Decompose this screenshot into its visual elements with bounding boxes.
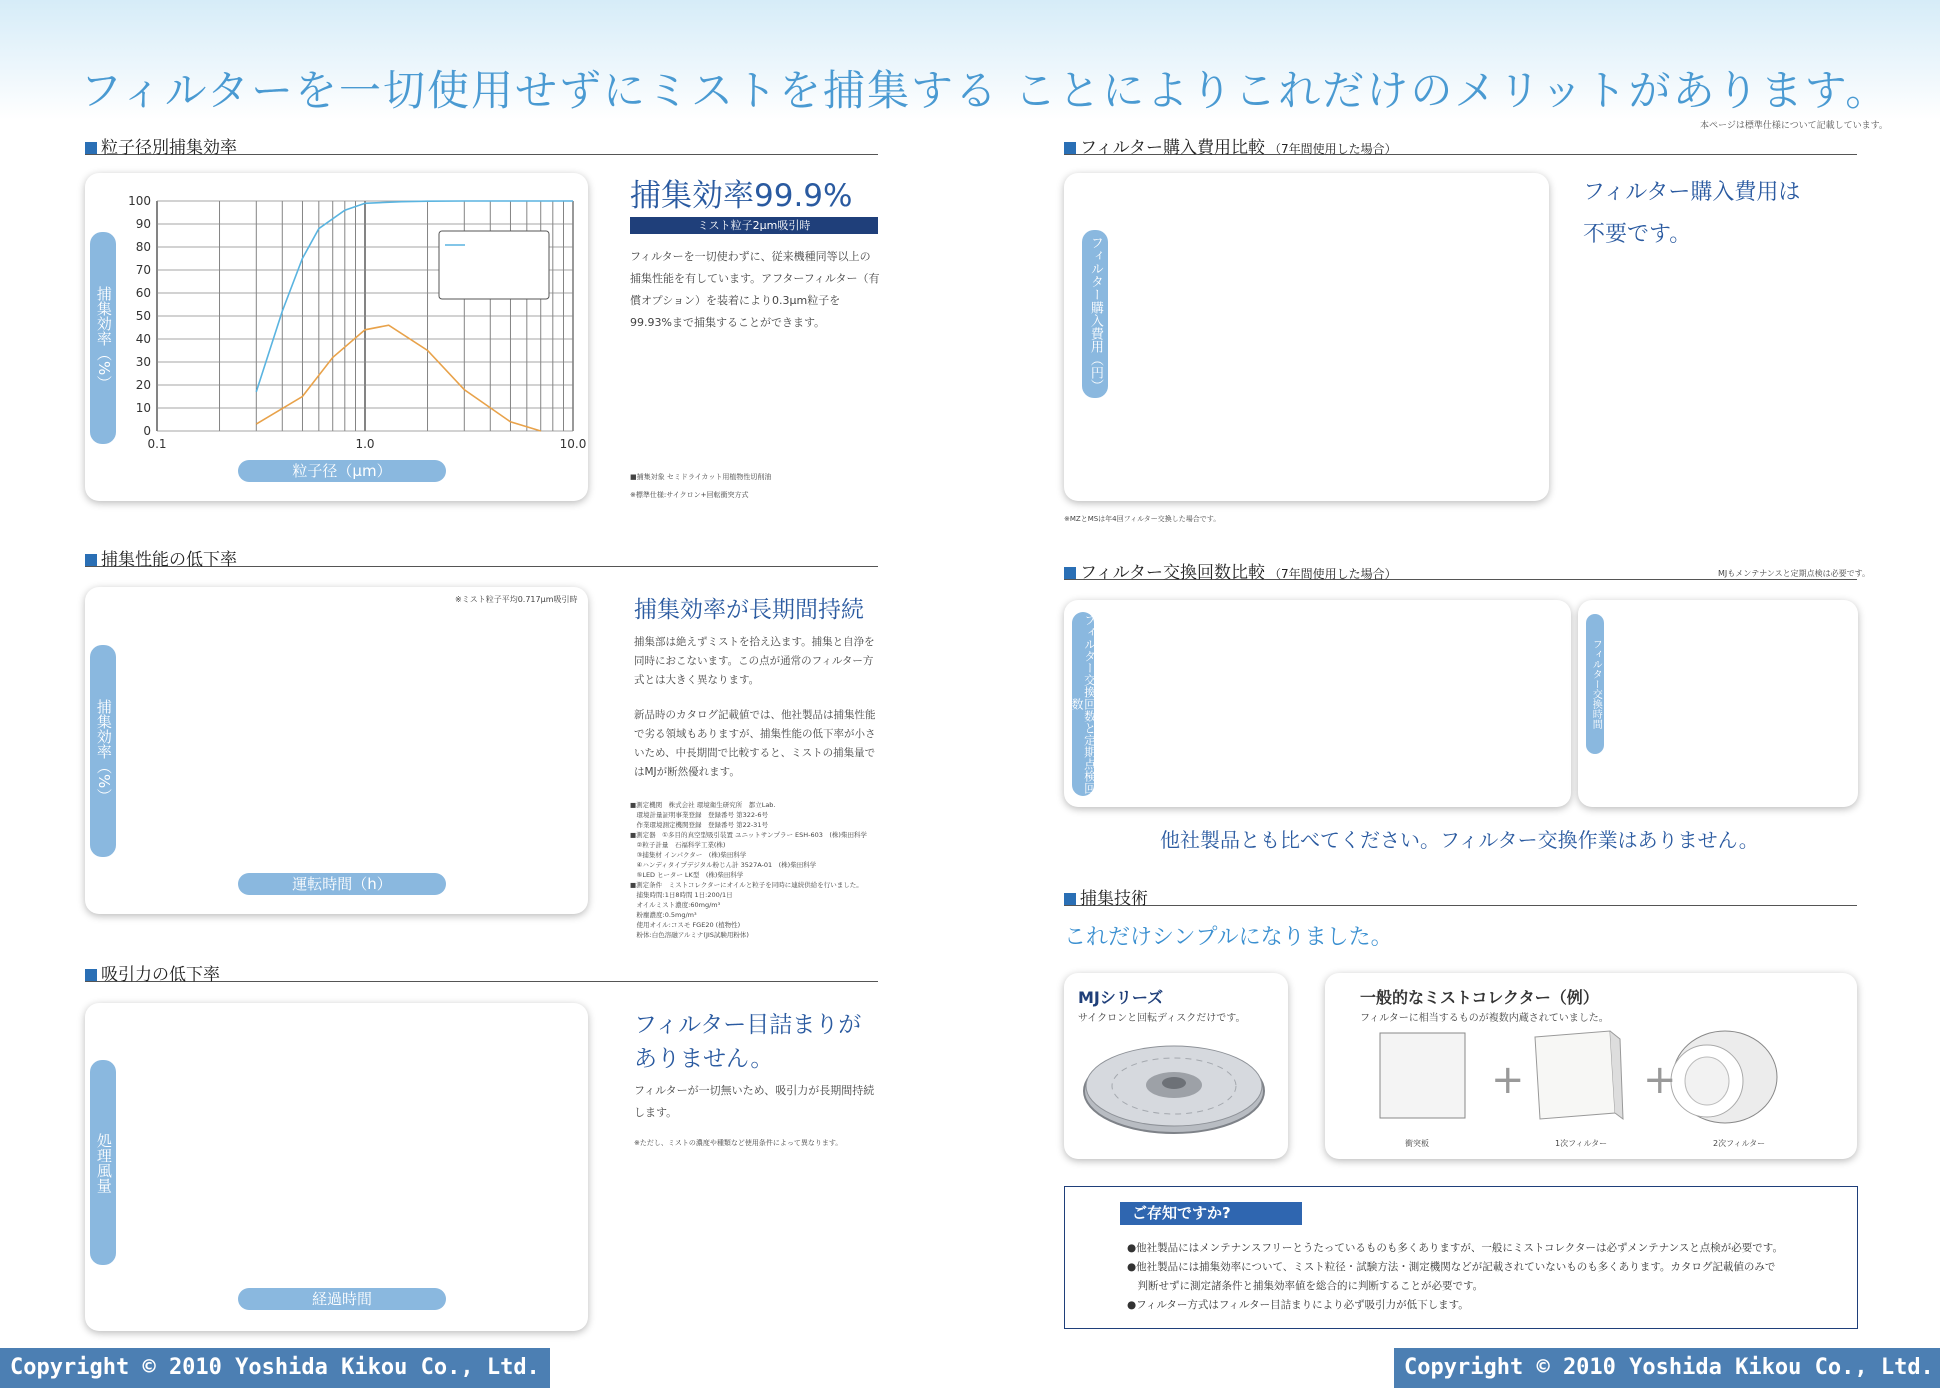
y-axis-label: 処理風量 <box>94 1132 113 1193</box>
baffle-plate-image <box>1380 1033 1465 1118</box>
y-axis-label: 捕集効率（%） <box>94 285 113 391</box>
square-bullet-icon <box>1064 567 1076 579</box>
spec-line: ⑤LED ヒーター LK型 (株)柴田科学 <box>630 871 744 879</box>
y-axis-label-pill <box>90 645 116 857</box>
compare-caption: 他社製品とも比べてください。フィルター交換作業はありません。 <box>1160 828 1759 852</box>
exchange-timeline-card <box>1064 600 1571 807</box>
y-tick-label: 100 <box>128 194 151 208</box>
x-axis-label-pill: 粒子径（μm） <box>238 460 446 482</box>
cost-headline-1: フィルター購入費用は <box>1583 180 1801 205</box>
performance-decline-chart-card <box>85 587 588 914</box>
page-title: フィルターを一切使用せずにミストを捕集する ことによりこれだけのメリットがあります。 <box>80 66 1890 115</box>
faq-lines <box>1127 1239 1783 1315</box>
measurement-specs <box>630 800 890 940</box>
suction-note: ※ただし、ミストの濃度や種類など使用条件によって異なります。 <box>634 1139 843 1147</box>
y-axis-label-pill <box>90 1060 116 1265</box>
secondary-filter-image <box>1671 1031 1777 1123</box>
spec-line: 環境計量証明事業登録 登録番号 第322-6号 <box>630 811 768 819</box>
square-bullet-icon <box>85 554 97 566</box>
page-note: 本ページは標準仕様について記載しています。 <box>1700 121 1888 131</box>
simple-headline: これだけシンプルになりました。 <box>1064 925 1393 950</box>
exchange-note: MJもメンテナンスと定期点検は必要です。 <box>1718 569 1870 578</box>
spec-line: ③捕集材 インパクター (株)柴田科学 <box>630 851 747 859</box>
y-axis-label: フィルター交換時間 <box>1590 639 1602 729</box>
mj-series-desc: サイクロンと回転ディスクだけです。 <box>1078 1013 1246 1024</box>
long-term-body-1: 捕集部は絶えずミストを拾え込ます。捕集と自浄を同時におこないます。この点が通常のフィルター方式とは大きく異なります。 <box>634 636 875 686</box>
timeline-label: フィルター交換回数と定期点検回数 <box>1070 614 1097 794</box>
filter-cost-chart-card <box>1064 173 1549 501</box>
efficiency-subhead: ミスト粒子2μm吸引時 <box>630 217 878 234</box>
faq-line: ●他社製品には捕集効率について、ミスト粒径・試験方法・測定機関などが記載されていないものも多くあります。カタログ記載値のみで <box>1127 1261 1776 1273</box>
faq-line: ●フィルター方式はフィルター目詰まりにより必ず吸引力が低下します。 <box>1127 1299 1469 1311</box>
spec-line: 作業環境測定機関登録 登録番号 第22-31号 <box>630 821 768 829</box>
efficiency-note-1: ■捕集対象 セミドライカット用植物性切削油 <box>630 473 772 481</box>
y-tick-label: 30 <box>135 355 151 369</box>
long-term-body-2: 新品時のカタログ記載値では、他社製品は捕集性能で劣る領域もありますが、捕集性能の低下率が小さいため、中長期間で比較すると、ミストの捕集量ではMJが断然優れます。 <box>634 709 876 778</box>
spec-line: 粉体:白色溶融アルミナ(JIS試験用粉体) <box>630 931 749 939</box>
performance-chart-note: ※ミスト粒子平均0.717μm吸引時 <box>455 595 578 604</box>
y-axis-label: フィルター購入費用（円） <box>1087 236 1103 392</box>
spec-line: ④ハンディタイプデジタル粉じん計 3527A-01 (株)柴田科学 <box>630 861 817 869</box>
filter-parts-illustration <box>1325 973 1857 1159</box>
cost-note: ※MZとMSは年4回フィルター交換した場合です。 <box>1064 515 1221 523</box>
section-filter-exchange-heading: フィルター交換回数比較 （7年間使用した場合） <box>1064 558 1857 580</box>
cost-headline-2: 不要です。 <box>1583 222 1692 247</box>
y-tick-label: 40 <box>135 332 151 346</box>
spec-line: ■測定器 ①多目的真空型吸引装置 ユニットサンプラー ESH-603 (株)柴田科学 <box>630 831 867 839</box>
filter-cost-chart <box>1064 173 1549 501</box>
y-tick-label: 10 <box>135 401 151 415</box>
suction-body: フィルターが一切無いため、吸引力が長期間持続します。 <box>634 1084 875 1119</box>
suction-headline-2: ありません。 <box>634 1046 774 1072</box>
x-tick-label: 1.0 <box>355 437 375 451</box>
suction-decline-diagram-card <box>85 1003 588 1331</box>
exchange-time-chart <box>1578 600 1858 807</box>
x-axis-label-pill: 経過時間 <box>238 1288 446 1310</box>
particle-efficiency-chart <box>85 173 588 501</box>
faq-title: ご存知ですか? <box>1120 1202 1302 1225</box>
section-particle-efficiency-heading: 粒子径別捕集効率 <box>85 133 878 155</box>
section-filter-cost-heading: フィルター購入費用比較 （7年間使用した場合） <box>1064 133 1857 155</box>
suction-decline-diagram <box>85 1003 588 1331</box>
square-bullet-icon <box>1064 142 1076 154</box>
spec-line: 使用オイル:コスモ FGE20 (植物性) <box>630 921 741 929</box>
general-collector-card <box>1325 973 1857 1159</box>
x-tick-label: 0.1 <box>147 437 167 451</box>
plus-sign: + <box>1491 1057 1525 1103</box>
x-axis-label-pill: 運転時間（h） <box>238 873 446 895</box>
y-tick-label: 50 <box>135 309 151 323</box>
part-label-primary: 1次フィルター <box>1555 1139 1608 1148</box>
particle-efficiency-chart-card <box>85 173 588 501</box>
spec-line: 捕集時間:1日8時間 1日:200/1日 <box>630 891 733 899</box>
part-label-secondary: 2次フィルター <box>1713 1139 1766 1148</box>
y-tick-label: 80 <box>135 240 151 254</box>
mj-series-title: MJシリーズ <box>1078 988 1164 1007</box>
section-suction-decline-heading: 吸引力の低下率 <box>85 960 878 982</box>
general-collector-desc: フィルターに相当するものが複数内蔵されていました。 <box>1360 1013 1609 1024</box>
efficiency-body: フィルターを一切使わずに、従来機種同等以上の捕集性能を有しています。アフターフィルター（有償オプション）を装着により0.3μm粒子を99.93%まで捕集することができます。 <box>630 250 880 329</box>
copyright-right: Copyright © 2010 Yoshida Kikou Co., Ltd. <box>1394 1348 1940 1388</box>
legend-box <box>439 231 549 299</box>
faq-line: ●他社製品にはメンテナンスフリーとうたっているものも多くありますが、一般にミストコレクターは必ずメンテナンスと点検が必要です。 <box>1127 1242 1783 1254</box>
rotating-disk-illustration <box>1064 973 1288 1159</box>
y-tick-label: 70 <box>135 263 151 277</box>
suction-headline-1: フィルター目詰まりが <box>634 1012 862 1038</box>
chart-legend <box>439 231 549 299</box>
long-term-headline: 捕集効率が長期間持続 <box>634 597 864 623</box>
x-tick-label: 10.0 <box>559 437 587 451</box>
mj-series-card <box>1064 973 1288 1159</box>
spec-line: ■測定機関 株式会社 環境衛生研究所 都立Lab. <box>630 801 776 809</box>
y-tick-label: 60 <box>135 286 151 300</box>
faq-box <box>1064 1186 1858 1329</box>
general-collector-title: 一般的なミストコレクター（例） <box>1360 988 1599 1007</box>
primary-filter-image <box>1535 1031 1623 1119</box>
spec-line: 粉塵濃度:0.5mg/m³ <box>630 911 697 919</box>
y-tick-label: 90 <box>135 217 151 231</box>
y-tick-label: 0 <box>143 424 151 438</box>
square-bullet-icon <box>85 969 97 981</box>
part-label-baffle: 衝突板 <box>1405 1139 1429 1148</box>
exchange-time-chart-card <box>1578 600 1858 807</box>
y-axis-label-pill <box>90 232 116 444</box>
square-bullet-icon <box>85 142 97 154</box>
series-line <box>256 325 541 431</box>
performance-decline-chart <box>85 587 588 914</box>
plus-sign: + <box>1643 1057 1677 1103</box>
section-collection-tech-heading: 捕集技術 <box>1064 884 1857 906</box>
y-axis-label: 捕集効率（%） <box>94 698 113 804</box>
spec-line: オイルミスト濃度:60mg/m³ <box>630 901 721 909</box>
exchange-timeline <box>1064 600 1571 807</box>
timeline-label-pill <box>1070 612 1097 796</box>
spec-line: ■測定条件 ミストコレクターにオイルと粒子を同時に連続供給を行いました。 <box>630 881 863 889</box>
y-axis-label-pill <box>1082 230 1108 398</box>
spec-line: ②粒子計量 石福科学工業(株) <box>630 841 726 849</box>
section-performance-decline-heading: 捕集性能の低下率 <box>85 545 878 567</box>
y-axis-label-pill <box>1586 614 1604 754</box>
copyright-left: Copyright © 2010 Yoshida Kikou Co., Ltd. <box>0 1348 550 1388</box>
square-bullet-icon <box>1064 893 1076 905</box>
faq-line: 判断せずに測定諸条件と捕集効率値を総合的に判断することが必要です。 <box>1127 1280 1484 1292</box>
y-tick-label: 20 <box>135 378 151 392</box>
efficiency-note-2: ※標準仕様:サイクロン+回転衝突方式 <box>630 491 749 499</box>
efficiency-headline: 捕集効率99.9% <box>630 178 853 214</box>
